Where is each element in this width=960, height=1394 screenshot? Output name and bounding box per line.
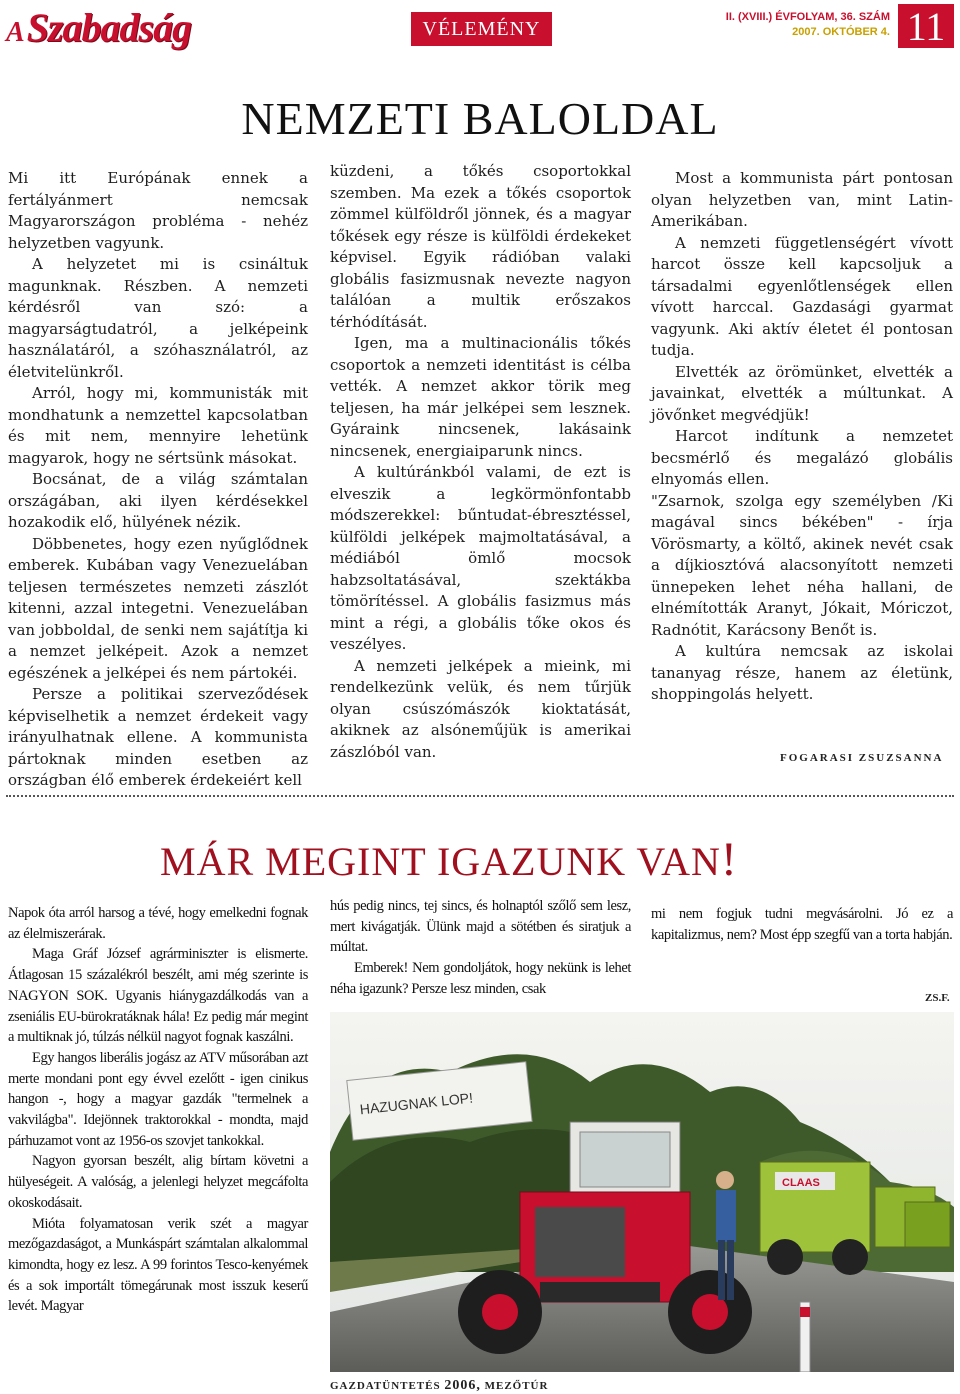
paragraph: hús pedig nincs, tej sincs, és holnaptól szőlő sem lesz, mert kivágatják. Ülünk majd a sötétben és siratjuk a múltat. (330, 898, 631, 956)
paragraph: Arról, hogy mi, kommunisták mit mondhatunk a nemzettel kapcsolatban és mit nem, mennyire lehetünk magyarok, hogy ne sértsünk másokat. (8, 384, 308, 467)
article1-column-2 (330, 161, 631, 763)
article-title-nemzeti-baloldal: NEMZETI BALOLDAL (241, 93, 719, 144)
paragraph: mi nem fogjuk tudni megvásárolni. Jó ez a kapitalizmus, nem? Most épp szegfű van a torta habján. (651, 906, 953, 943)
paragraph: Maga Gráf József agrárminiszter is elismerte. Átlagosan 15 százalékról beszélt, ami még szerinte is NAGYON SOK. Ugyanis hiánygazdálkodás van a zseniális EU-bürokratáknak hála! Ez pedig már megint a multiknak jó, túlzás nélkül nagyot fognak kaszálni. (8, 946, 308, 1046)
dotted-divider (6, 795, 954, 797)
author-signature: ZS.F. (925, 992, 950, 1004)
paragraph: A kultúránkból valami, de ezt is elveszik a legkörmönfontabb módszerekkel: bűntudat-ébresztéssel, külföldi jelképek majmoltatásával, a médiából ömlő mocsok habzsoltatásával, szektákba tömörítéssel. A globális fasizmus más mint a régi, a globális tőke okos és veszélyes. (330, 463, 631, 653)
paragraph: Harcot indítunk a nemzetet becsmérlő és megalázó globális elnyomás ellen. (651, 427, 953, 488)
paragraph: A nemzeti jelképek a mieink, mi rendelkezünk velük, és nem tűrjük olyan csúszómászók kioktatását, akiknek az alsóneműjük is amerikai zászlóból van. (330, 656, 631, 761)
title-text: MÁR MEGINT IGAZUNK VAN (160, 839, 721, 884)
page-number: 11 (898, 4, 954, 48)
article2-column-3 (651, 904, 953, 945)
title-exclamation: ! (720, 833, 738, 886)
paragraph: Mióta folyamatosan verik szét a magyar mezőgazdaságot, a Munkáspárt számtalan alkalommal kimondta, hogy ez lesz. A 99 forintos Tesco-kenyémek és a sok importált tömegárunak most isszuk keserű levét. Magyar (8, 1215, 308, 1315)
caption-text: GAZDATÜNTETÉS (330, 1380, 441, 1392)
paragraph: Igen, ma a multinacionális tőkés csoportok a nemzeti identitást is célba vették. A nemzet akkor törik meg teljesen, ha már jelképei sem lesznek. Gyáraink nincsenek, lakásaink nincsenek, energiaiparunk nincs. (330, 334, 631, 460)
photo-caption (330, 1378, 548, 1394)
paragraph: A kultúra nemcsak az iskolai tananyag része, hanem az életünk, shoppingolás helyett. (651, 642, 953, 703)
paragraph: Egy hangos liberális jogász az ATV műsorában azt merte mondani pont egy évvel ezelőtt - igen cinikus hangon -, hogy a magyar gazdák "termelnek a vakvilágba". Idejönnek traktorokkal - mondta, majd párhuzamot vont az 1956-os szovjet tankokkal. (8, 1049, 308, 1149)
issue-date: 2007. OKTÓBER 4. (792, 26, 890, 38)
paragraph: Napok óta arról harsog a tévé, hogy emelkedni fognak az élelmiszerárak. (8, 905, 308, 942)
paragraph: Most a kommunista párt pontosan olyan helyzetben van, mint Latin-Amerikában. (651, 169, 953, 230)
article2-column-2 (330, 896, 631, 1000)
paragraph: Döbbenetes, hogy ezen nyűglődnek emberek. Kubában vagy Venezuelában teljesen természetes nemzeti zászlót kitenni, azzal integetni. Venezuelában van jobboldal, de senki nem sajátítja ki a nemzet jelképeit. Azok a nemzet egészének a jelképei és nem pártokéi. (8, 534, 308, 682)
paragraph: A nemzeti függetlenségért vívott harcot össze kell kapcsoljuk a társadalmi egyenlőtlenségek ellen vívott harccal. Gazdasági gyarmat vagyunk. Aki aktív életet él pontosan tudja. (651, 233, 953, 359)
logo-prefix: A (6, 17, 25, 48)
paragraph: Mi itt Európának ennek a fertályánmert nemcsak Magyarországon probléma - nehéz helyzetben vagyunk. (8, 169, 308, 252)
paragraph: "Zsarnok, szolga egy személyben /Ki magával sincs békében" - írja Vörösmarty, a költő, akinek nevét csak a díjkiosztóvá alacsonyított nemzeti ünnepeken lehet néha hallani, de elnémították Aranyt, Jókait, Móriczot, Radnótit, Karácsony Benőt is. (651, 491, 953, 639)
issue-line: II. (XVIII.) ÉVFOLYAM, 36. SZÁM (725, 11, 890, 23)
paragraph: A helyzetet mi is csináltuk magunknak. Részben. A nemzeti kérdésről van szó: a magyarságtudatról, a jelképeink használatáról, a szóhasználatról, az életvitelünkről. (8, 255, 308, 381)
section-label: VÉLEMÉNY (411, 12, 552, 46)
article1-column-3 (651, 168, 953, 706)
article1-column-1 (8, 168, 308, 792)
article-title-mar-megint (160, 832, 738, 887)
tractor-protest-photo (330, 1012, 954, 1372)
paragraph: Persze a politikai szerveződések képviselhetik a nemzet érdekeit vagy irányulhatnak ellene. A kommunista pártoknak minden esetben az országban élő emberek érdekeiért kell (8, 685, 308, 789)
caption-year: 2006, (444, 1378, 481, 1393)
masthead (0, 0, 960, 52)
tractor-brand-text: CLAAS (782, 1177, 820, 1189)
paragraph: Elvették az örömünket, elvették a javainkat, elvették a múltunkat. A jövőnket megvédjük! (651, 362, 953, 424)
newspaper-logo[interactable] (6, 4, 191, 48)
article2-column-1 (8, 903, 308, 1317)
banner-text: HAZUGNAK LOP! (359, 1089, 474, 1118)
paragraph: Emberek! Nem gondoljátok, hogy nekünk is lehet néha igazunk? Persze lesz minden, csak (330, 960, 631, 997)
caption-place: MEZŐTÚR (484, 1380, 549, 1392)
paragraph: Nagyon gyorsan beszélt, alig bírtam követni a hülyeségeit. A valóság, a jelenlegi helyzet megcáfolta okoskodásait. (8, 1153, 308, 1211)
author-signature: FOGARASI ZSUZSANNA (780, 752, 944, 764)
paragraph: küzdeni, a tőkés csoportokkal szemben. Ma ezek a tőkés csoportok zömmel külföldről jönnek, és a magyar tőkések egy része is külföldi érdekeket képvisel. Egyik rádióban valaki globális fasizmusnak nevezte nagyon találóan a multik erőszakos térhódítását. (330, 162, 631, 331)
issue-info (726, 10, 890, 40)
paragraph: Bocsánat, de a világ számtalan országában, aki ilyen kérdésekkel hozakodik elő, hülyének nézik. (8, 470, 308, 531)
logo-name: Szabadság (26, 5, 192, 50)
